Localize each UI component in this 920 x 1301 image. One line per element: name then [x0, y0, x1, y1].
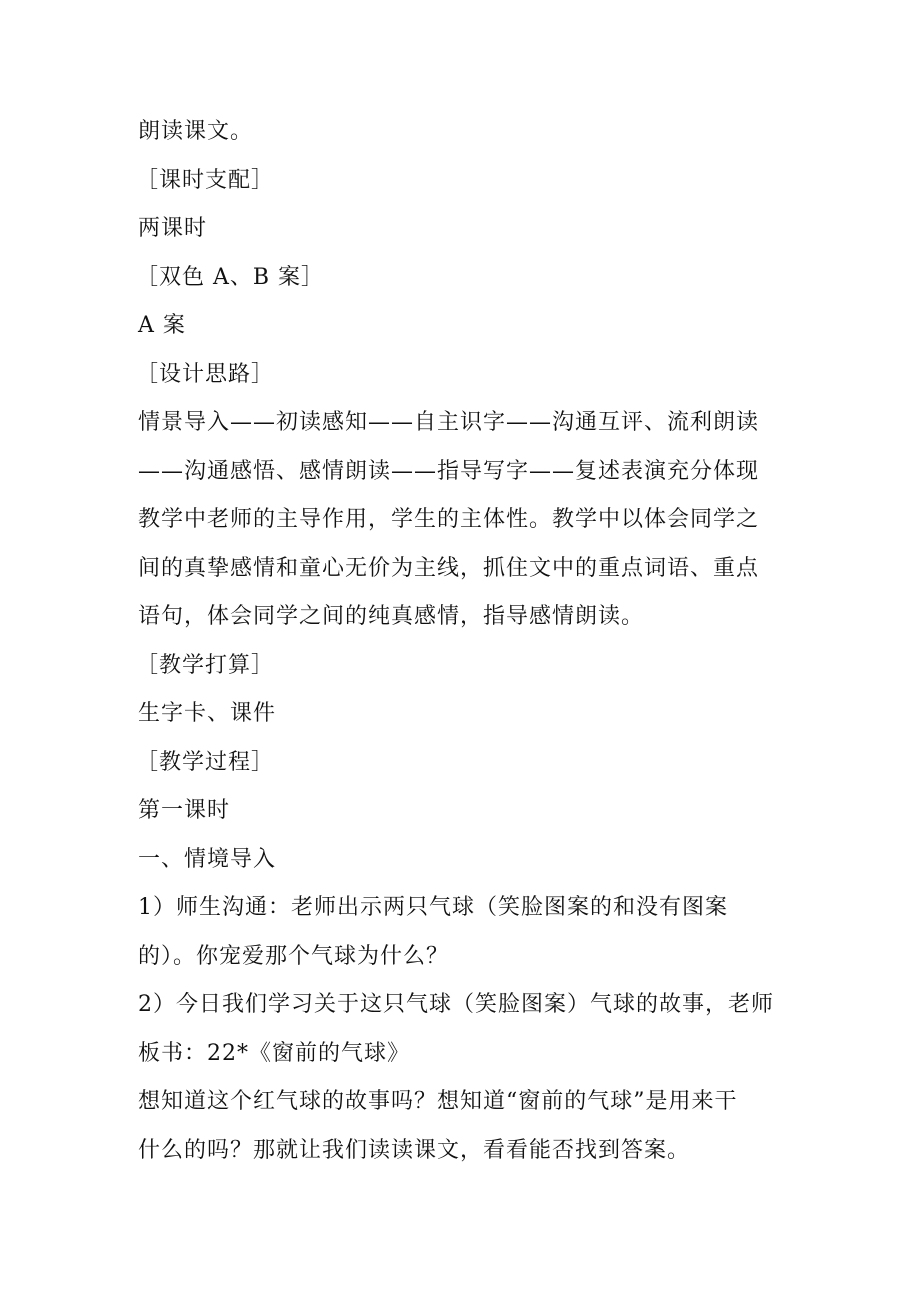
text-line: 想知道这个红气球的故事吗？想知道“窗前的气球”是用来干: [138, 1089, 738, 1114]
text-line: 第一课时: [138, 798, 231, 823]
text-line: 1）师生沟通：老师出示两只气球（笑脸图案的和没有图案: [138, 895, 728, 920]
text-line: 生字卡、课件: [138, 701, 277, 726]
text-line: 的）。你宠爱那个气球为什么？: [138, 943, 450, 969]
text-line: 教学中老师的主导作用，学生的主体性。教学中以体会同学之: [138, 507, 760, 532]
section-heading-process: ［教学过程］: [136, 749, 275, 775]
text-line: 一、情境导入: [138, 846, 277, 872]
text-line: 两课时: [138, 216, 208, 241]
text-line: 情景导入——初读感知——自主识字——沟通互评、流利朗读: [138, 410, 760, 435]
text-line: 间的真挚感情和童心无价为主线，抓住文中的重点词语、重点: [138, 555, 760, 581]
text-line: ——沟通感悟、感情朗读——指导写字——复述表演充分体现: [138, 458, 760, 484]
section-heading-design: ［设计思路］: [136, 361, 275, 387]
text-line: 朗读课文。: [138, 119, 254, 144]
text-line: A 案: [138, 313, 186, 338]
text-line: 2）今日我们学习关于这只气球（笑脸图案）气球的故事，老师: [138, 992, 774, 1017]
text-line: 板书：22*《窗前的气球》: [138, 1040, 410, 1066]
text-line: 什么的吗？那就让我们读读课文，看看能否找到答案。: [138, 1137, 691, 1163]
text-line: 语句，体会同学之间的纯真感情，指导感情朗读。: [138, 604, 645, 629]
section-heading-schedule: ［课时支配］: [136, 167, 275, 193]
section-heading-plans: ［双色 A、B 案］: [136, 264, 325, 290]
document-body: [138, 108, 788, 1175]
section-heading-preparation: ［教学打算］: [136, 652, 275, 678]
